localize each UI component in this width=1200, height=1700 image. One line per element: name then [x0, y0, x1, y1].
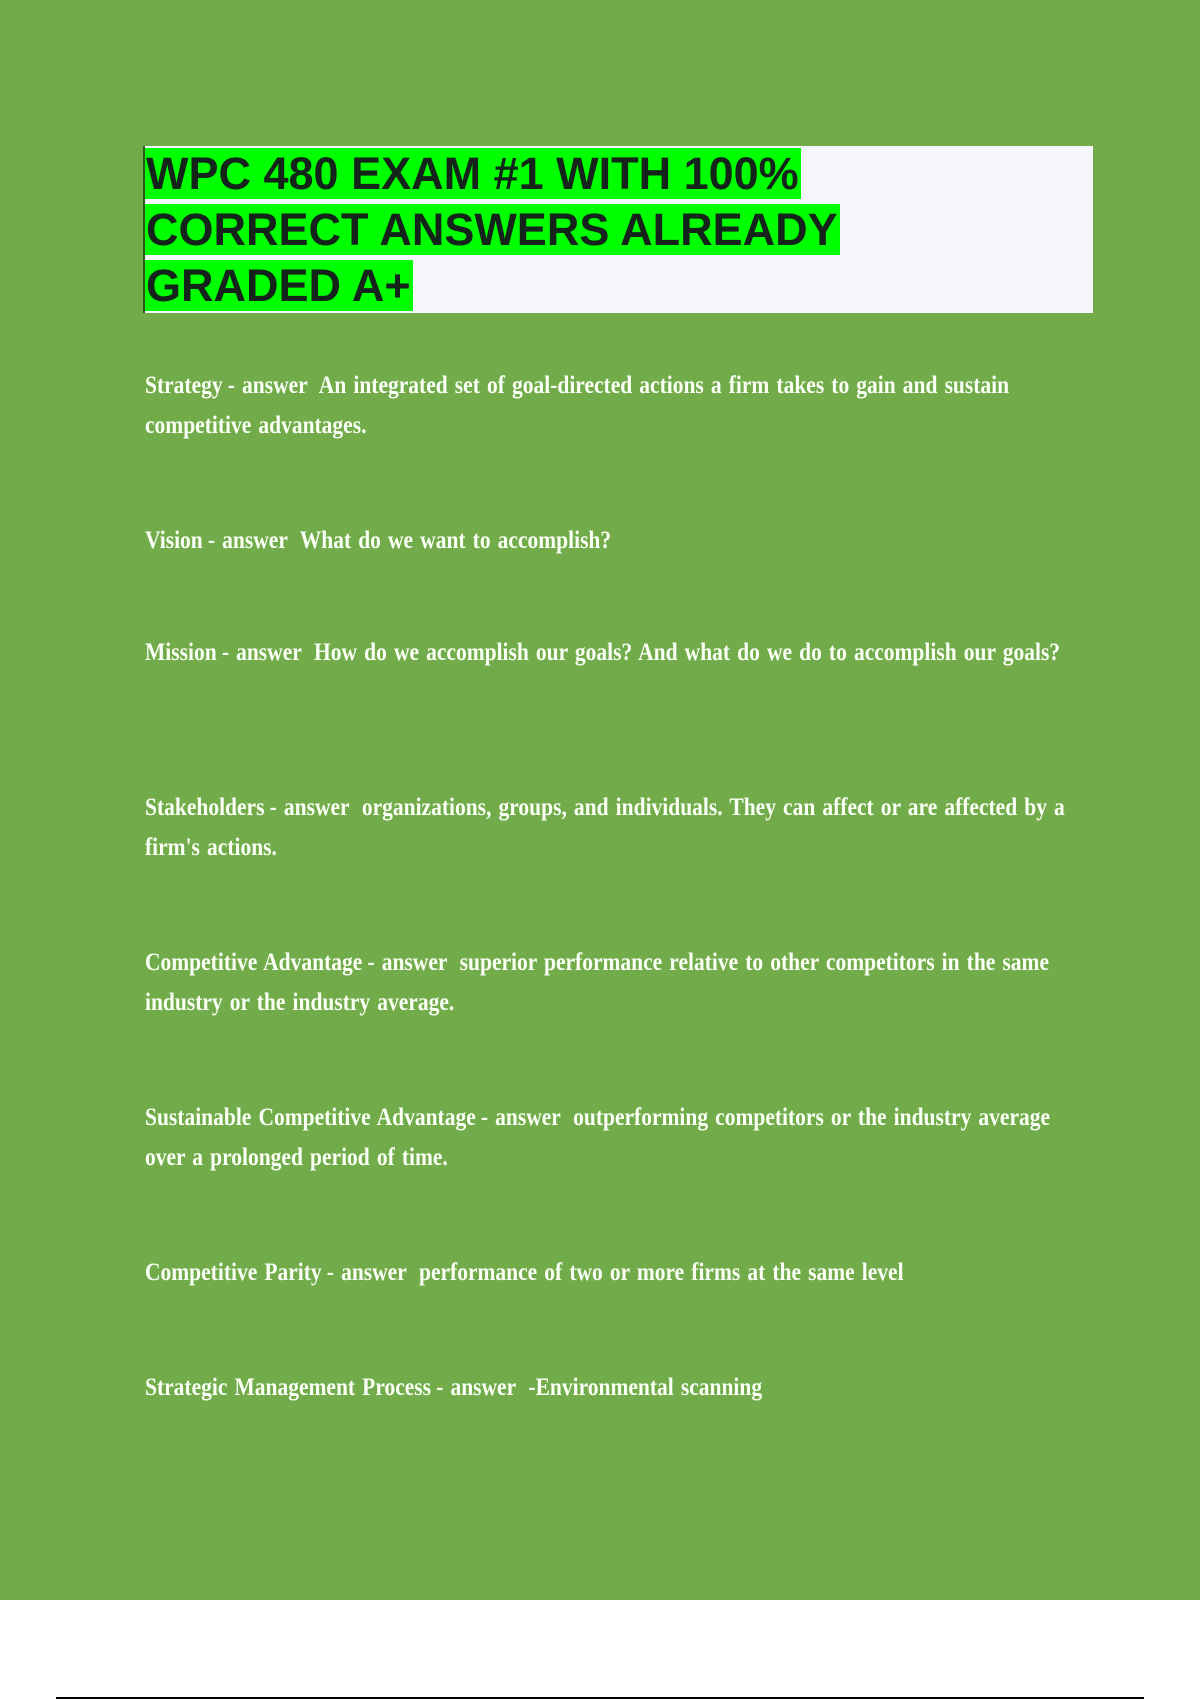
- qa-term: Competitive Parity: [145, 1259, 322, 1286]
- qa-term: Vision: [145, 527, 203, 554]
- title-line-3: GRADED A+: [146, 260, 411, 311]
- qa-answer: An integrated set of goal-directed actions a firm takes to gain and sustain competitive advantages.: [145, 372, 1010, 439]
- qa-item-competitive-advantage: [145, 943, 1080, 1098]
- qa-item-competitive-parity: [145, 1253, 1080, 1368]
- qa-term: Mission: [145, 639, 217, 666]
- qa-separator: - answer: [480, 1104, 561, 1131]
- qa-answer: organizations, groups, and individuals. They can affect or are affected by a firm's actions.: [145, 794, 1065, 861]
- qa-term: Competitive Advantage: [145, 949, 363, 976]
- footer-rule: [56, 1697, 1144, 1699]
- qa-separator: - answer: [227, 372, 308, 399]
- title-box: [143, 146, 1093, 313]
- qa-separator: - answer: [221, 639, 302, 666]
- qa-answer: outperforming competitors or the industry average over a prolonged period of time.: [145, 1104, 1051, 1171]
- qa-item-stakeholders: [145, 788, 1080, 943]
- qa-item-strategy: [145, 366, 1080, 521]
- qa-answer: superior performance relative to other competitors in the same industry or the industry average.: [145, 949, 1050, 1016]
- qa-separator: - answer: [367, 949, 448, 976]
- qa-answer: What do we want to accomplish?: [299, 527, 612, 554]
- qa-item-strategic-management-process: [145, 1368, 1080, 1413]
- qa-separator: - answer: [326, 1259, 407, 1286]
- qa-answer: -Environmental scanning: [528, 1374, 763, 1401]
- qa-item-vision: [145, 521, 1080, 633]
- qa-item-sustainable-competitive-advantage: [145, 1098, 1080, 1253]
- qa-list: [145, 366, 1080, 1413]
- title-line-2: CORRECT ANSWERS ALREADY: [146, 204, 838, 255]
- qa-term: Strategic Management Process: [145, 1374, 432, 1401]
- qa-answer: How do we accomplish our goals? And what do we do to accomplish our goals?: [314, 639, 1061, 666]
- title-line-1: WPC 480 EXAM #1 WITH 100%: [146, 148, 799, 199]
- qa-separator: - answer: [207, 527, 288, 554]
- qa-item-mission: [145, 633, 1080, 788]
- qa-separator: - answer: [436, 1374, 517, 1401]
- qa-term: Strategy: [145, 372, 223, 399]
- qa-answer: performance of two or more firms at the same level: [419, 1259, 904, 1286]
- document-title: [145, 146, 1093, 314]
- qa-separator: - answer: [269, 794, 350, 821]
- qa-term: Stakeholders: [145, 794, 265, 821]
- qa-term: Sustainable Competitive Advantage: [145, 1104, 476, 1131]
